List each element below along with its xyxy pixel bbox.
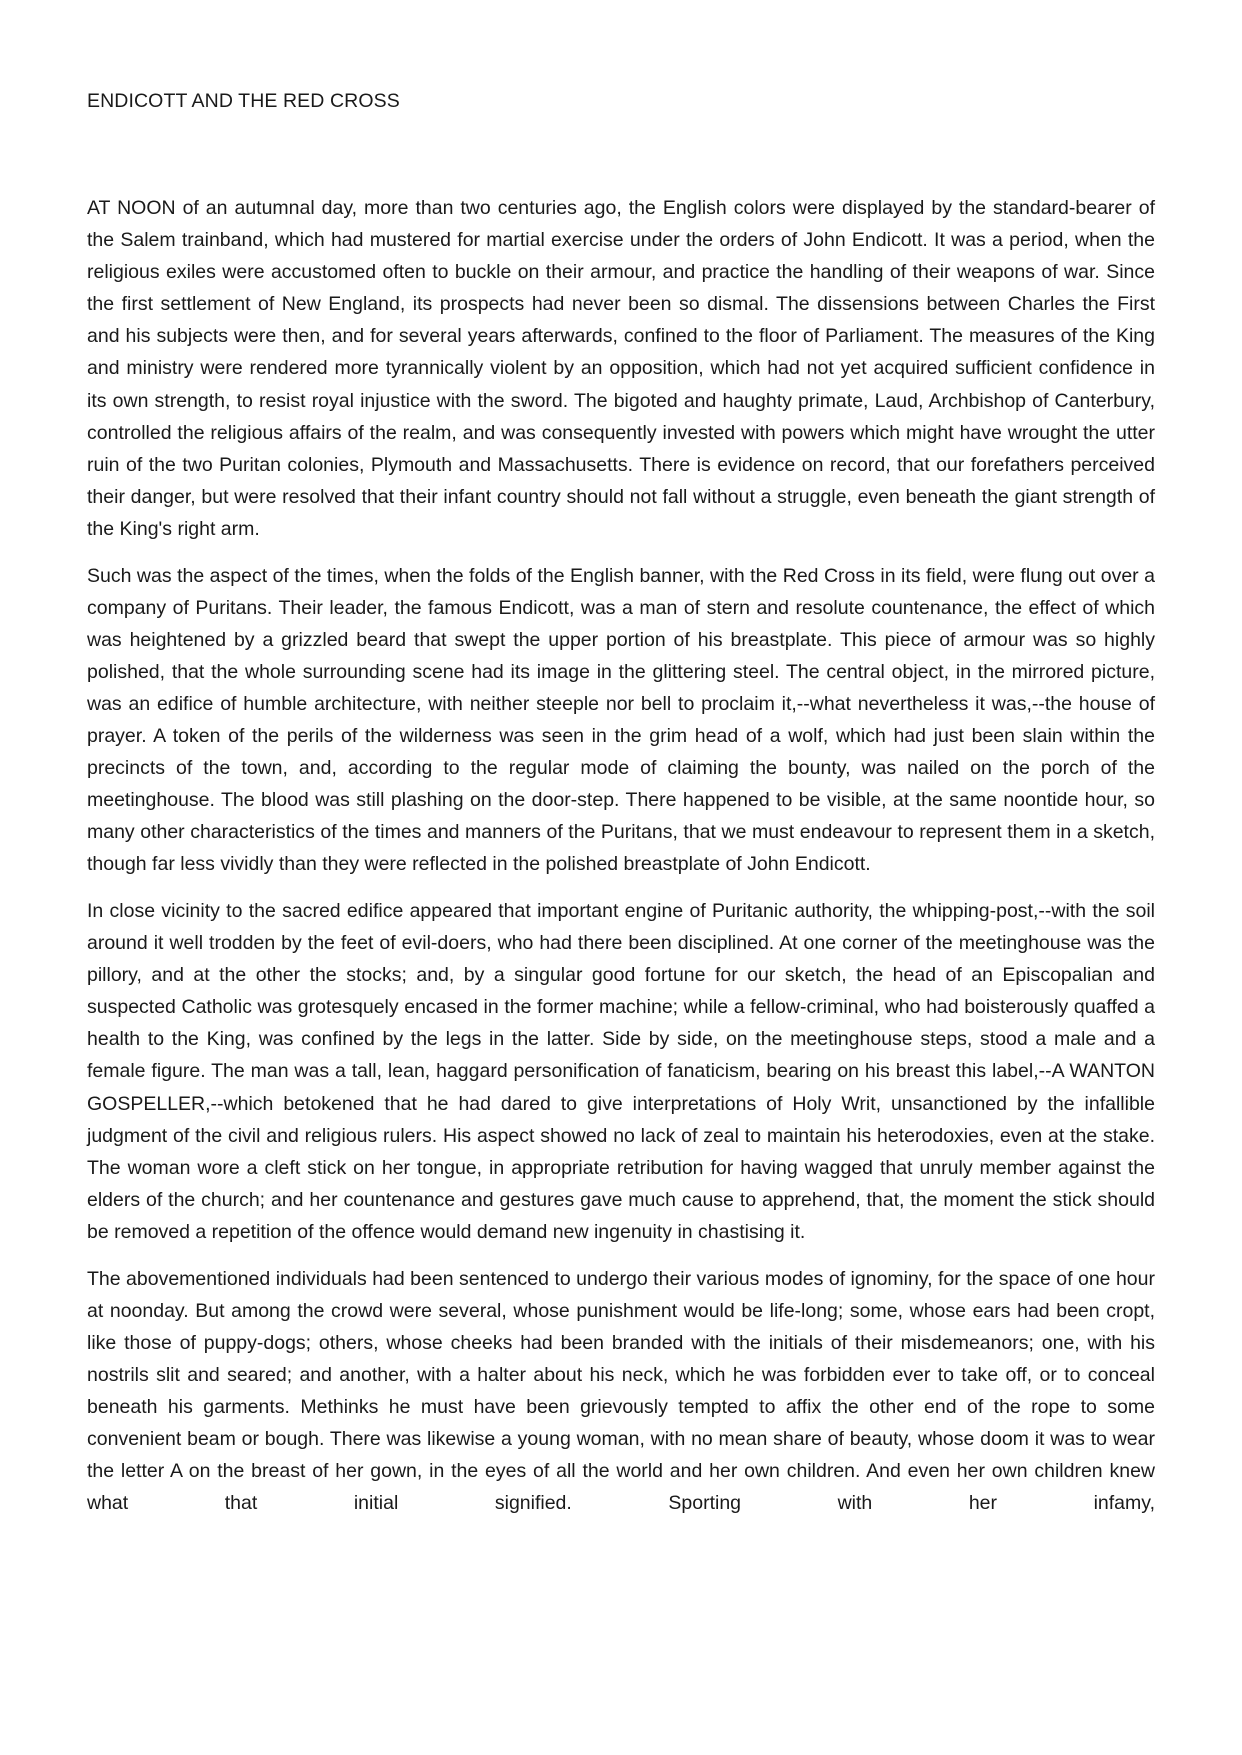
document-body <box>87 192 1155 1519</box>
document-page <box>87 0 1155 1519</box>
paragraph-3: In close vicinity to the sacred edifice appeared that important engine of Puritanic authority, the whipping-post,--with the soil around it well trodden by the feet of evil-doers, who had there been disciplined. At one corner of the meetinghouse was the pillory, and at the other the stocks; and, by a singular good fortune for our sketch, the head of an Episcopalian and suspected Catholic was grotesquely encased in the former machine; while a fellow-criminal, who had boisterously quaffed a health to the King, was confined by the legs in the latter. Side by side, on the meetinghouse steps, stood a male and a female figure. The man was a tall, lean, haggard personification of fanaticism, bearing on his breast this label,--A WANTON GOSPELLER,--which betokened that he had dared to give interpretations of Holy Writ, unsanctioned by the infallible judgment of the civil and religious rulers. His aspect showed no lack of zeal to maintain his heterodoxies, even at the stake. The woman wore a cleft stick on her tongue, in appropriate retribution for having wagged that unruly member against the elders of the church; and her countenance and gestures gave much cause to apprehend, that, the moment the stick should be removed a repetition of the offence would demand new ingenuity in chastising it. <box>87 899 1155 1243</box>
document-title: ENDICOTT AND THE RED CROSS <box>87 90 400 112</box>
paragraph-4: The abovementioned individuals had been sentenced to undergo their various modes of ignominy, for the space of one hour at noonday. But among the crowd were several, whose punishment would be life-long; some, whose ears had been cropt, like those of puppy-dogs; others, whose cheeks had been branded with the initials of their misdemeanors; one, with his nostrils slit and seared; and another, with a halter about his neck, which he was forbidden ever to take off, or to conceal beneath his garments. Methinks he must have been grievously tempted to affix the other end of the rope to some convenient beam or bough. There was likewise a young woman, with no mean share of beauty, whose doom it was to wear the letter A on the breast of her gown, in the eyes of all the world and her own children. And even her own children knew what that initial signified. Sporting with her infamy, <box>87 1267 1155 1515</box>
paragraph-1: AT NOON of an autumnal day, more than two centuries ago, the English colors were displayed by the standard-bearer of the Salem trainband, which had mustered for martial exercise under the orders of John Endicott. It was a period, when the religious exiles were accustomed often to buckle on their armour, and practice the handling of their weapons of war. Since the first settlement of New England, its prospects had never been so dismal. The dissensions between Charles the First and his subjects were then, and for several years afterwards, confined to the floor of Parliament. The measures of the King and ministry were rendered more tyrannically violent by an opposition, which had not yet acquired sufficient confidence in its own strength, to resist royal injustice with the sword. The bigoted and haughty primate, Laud, Archbishop of Canterbury, controlled the religious affairs of the realm, and was consequently invested with powers which might have wrought the utter ruin of the two Puritan colonies, Plymouth and Massachusetts. There is evidence on record, that our forefathers perceived their danger, but were resolved that their infant country should not fall without a struggle, even beneath the giant strength of the King's right arm. <box>87 197 1155 540</box>
paragraph-2: Such was the aspect of the times, when the folds of the English banner, with the Red Cross in its field, were flung out over a company of Puritans. Their leader, the famous Endicott, was a man of stern and resolute countenance, the effect of which was heightened by a grizzled beard that swept the upper portion of his breastplate. This piece of armour was so highly polished, that the whole surrounding scene had its image in the glittering steel. The central object, in the mirrored picture, was an edifice of humble architecture, with neither steeple nor bell to proclaim it,--what nevertheless it was,--the house of prayer. A token of the perils of the wilderness was seen in the grim head of a wolf, which had just been slain within the precincts of the town, and, according to the regular mode of claiming the bounty, was nailed on the porch of the meetinghouse. The blood was still plashing on the door-step. There happened to be visible, at the same noontide hour, so many other characteristics of the times and manners of the Puritans, that we must endeavour to represent them in a sketch, though far less vividly than they were reflected in the polished breastplate of John Endicott. <box>87 564 1155 876</box>
